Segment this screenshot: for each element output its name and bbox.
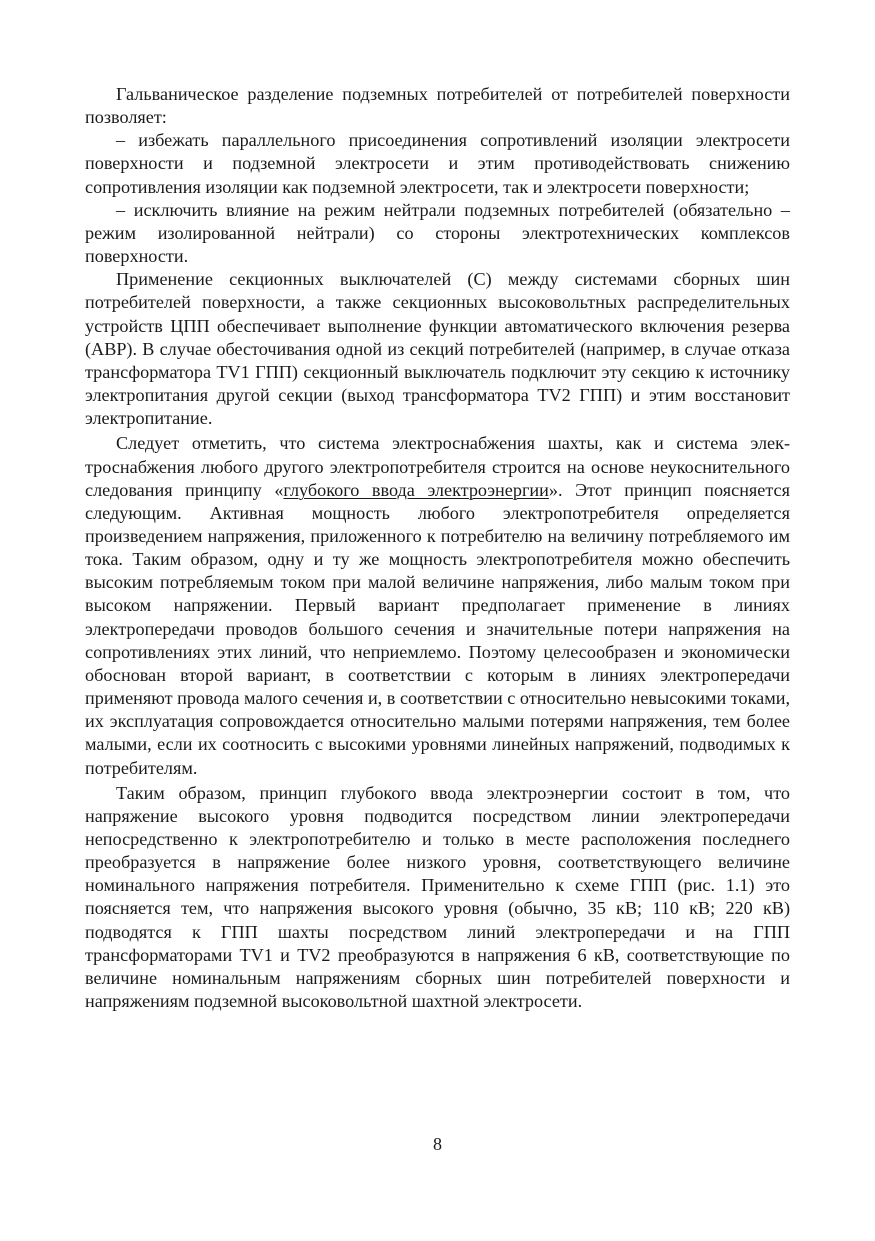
paragraph-galvanic-separation: Гальваническое разделение подземных потребителей от потребителей поверхности позволяет: [85,84,790,128]
deep-input-link[interactable]: глубокого ввода электроэнергии [283,479,549,500]
paragraph-text-before-link: Следует отметить, что система электроснабжения шахты, как и система электроснабжения любого другого электропотребителя строится на основе неукоснительного следования принципу « [85,433,790,500]
paragraph-deep-input-summary: Таким образом, принцип глубокого ввода электроэнергии состоит в том, что напряжение высокого уровня подводится посредством линии электропередачи непосредственно к электропотребителю и только в месте расположения последнего преобразуется в напряжение более низкого уровня, соответствующего величине номинального напряжения потребителя. Применительно к схеме ГПП (рис. 1.1) это поясняется тем, что напряжения высокого уровня (обычно, 35 кВ; 110 кВ; 220 кВ) подводятся к ГПП шахты посредством линий электропередачи и на ГПП трансформаторами TV1 и TV2 преобразуются в напряжения 6 кВ, соответствующие по величине номинальным напряжениям сборных шин потребителей поверхности и напряжениям подземной высоковольтной шахтной электросети. [85,782,790,1012]
paragraph-list-item-avoid-parallel: – избежать параллельного присоединения сопротивлений изоляции электросети поверхности и подземной электросети и этим противодействовать снижению сопротивления изоляции как подземной электросети, так и электросети поверхности; [85,130,790,197]
paragraph-sectional-switches: Применение секционных выключателей (С) между системами сборных шин потребителей поверхности, а также секционных высоковольтных распределительных устройств ЦПП обеспечивает выполнение функции автоматического включения резерва (АВР). В случае обесточивания одной из секций потребителей (например, в случае отказа трансформатора TV1 ГПП) секционный выключатель подключит эту секцию к источнику электропитания другой секции (выход трансформатора TV2 ГПП) и этим восстановит электропитание. [85,269,790,429]
document-page [85,83,790,1013]
paragraph-deep-input-principle [85,432,790,779]
page-number: 8 [433,1134,442,1154]
paragraph-text-after-link: ». Этот принцип поясняется следующим. Активная мощность любого электропотребителя определяется произведением напряжения, приложенного к потребителю на величину потребляемого им тока. Таким образом, одну и ту же мощность электропотребителя можно обеспечить высоким потребляемым током при малой величине напряжения, либо малым током при высоком напряжении. Первый вариант предполагает применение в линиях электропередачи проводов большого сечения и значительные потери напряжения на сопротивлениях этих линий, что неприемлемо. Поэтому целесообразен и экономически обоснован второй вариант, в соответствии с которым в линиях электропередачи применяют провода малого сечения и, в соответствии с относительно невысокими токами, их эксплуатация сопровождается относительно малыми потерями напряжения, тем более малыми, если их соотносить с высокими уровнями линейных напряжений, подводимых к потребителям. [85,479,790,778]
paragraph-list-item-exclude-influence: – исключить влияние на режим нейтрали подземных потребителей (обязательно – режим изолированной нейтрали) со стороны электротехнических комплексов поверхности. [85,199,790,267]
